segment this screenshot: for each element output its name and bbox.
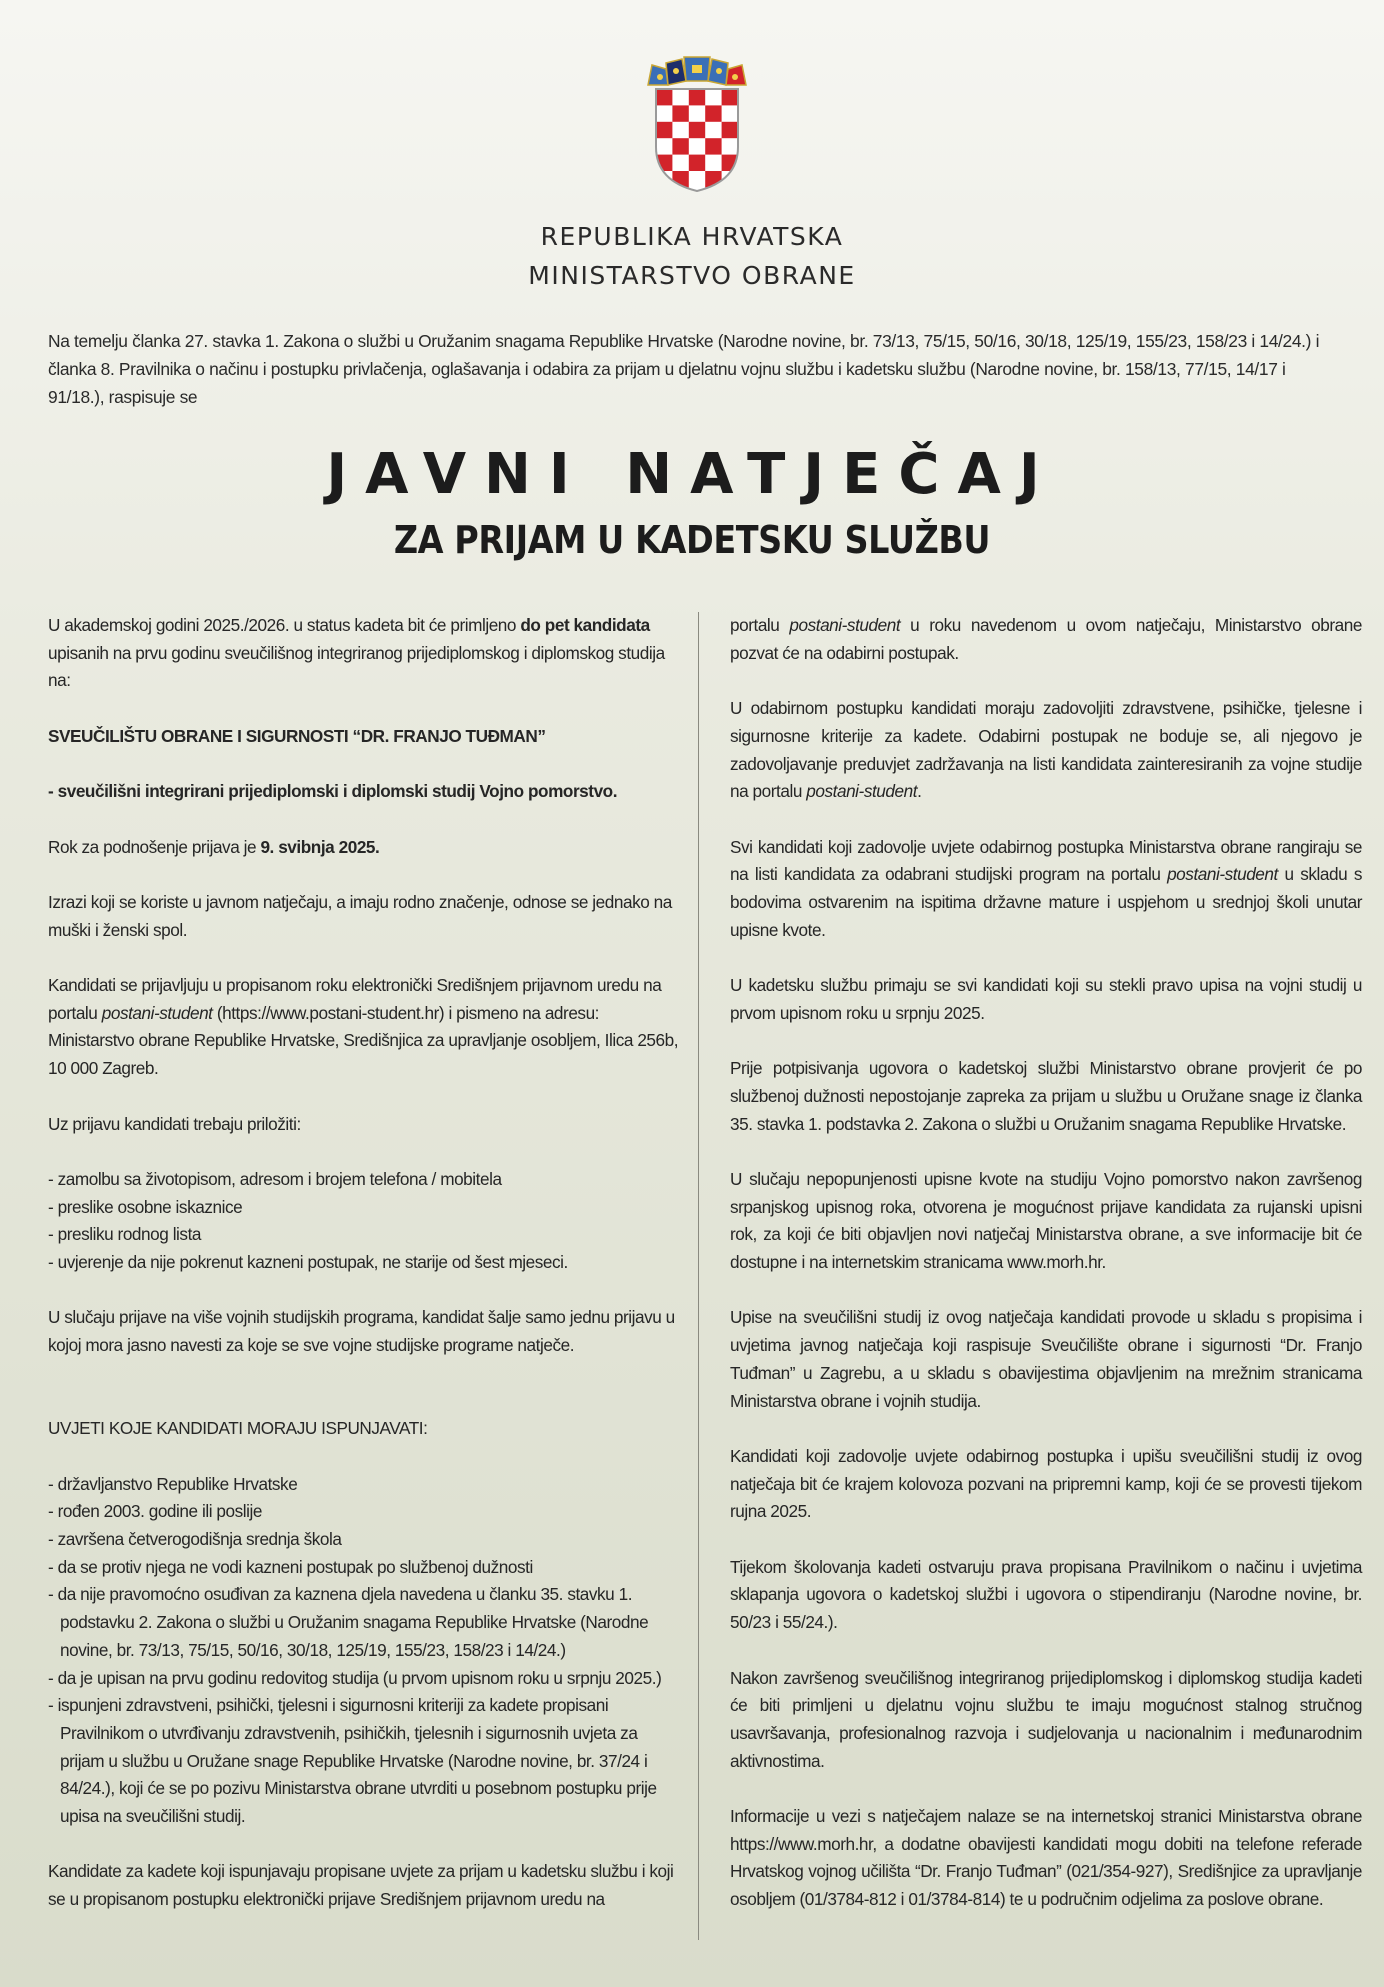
list-item: - zamolbu sa životopisom, adresom i brojem telefona / mobitela	[48, 1168, 502, 1189]
document-title: JAVNI NATJEČAJ	[326, 442, 1058, 507]
right-column	[730, 612, 1362, 1942]
deadline-paragraph: Rok za podnošenje prijava je 9. svibnja 2025.	[48, 836, 380, 857]
candidates-paragraph: Kandidate za kadete koji ispunjavaju propisane uvjete za prijam u kadetsku službu i koji se u propisanom postupku elektronički prijave Središnjem prijavnom uredu na	[48, 1861, 674, 1910]
attachments-list	[48, 1166, 680, 1277]
intro-paragraph: Na temelju članka 27. stavka 1. Zakona o službi u Oružanim snagama Republike Hrvatske (Narodne novine, br. 73/13, 75/15, 50/16, 30/18, 125/19, 155/23, 158/23 i 14/24.) i članka 8. Pravilnika o načinu i postupku privlačenja, oglašavanja i odabira za prijam u djelatnu vojnu službu i kadetsku službu (Narodne novine, br. 158/13, 77/15, 14/17 i 91/18.), raspisuje se	[48, 331, 1320, 407]
list-item: - da se protiv njega ne vodi kazneni postupak po službenoj dužnosti	[48, 1556, 533, 1577]
list-item: - završena četverogodišnja srednja škola	[48, 1529, 342, 1550]
ranking-paragraph: Svi kandidati koji zadovolje uvjete odabirnog postupka Ministarstva obrane rangiraju se na listi kandidata za odabrani studijski program na portalu postani-student u skladu s bodovima ostvarenim na ispitima državne mature i uspjehom u srednjoj školi unutar upisne kvote.	[730, 836, 1362, 940]
list-item: - presliku rodnog lista	[48, 1224, 202, 1245]
left-column	[48, 612, 680, 1942]
conditions-heading: UVJETI KOJE KANDIDATI MORAJU ISPUNJAVATI:	[48, 1418, 428, 1439]
header-republic: REPUBLIKA HRVATSKA	[540, 222, 844, 251]
contract-check-paragraph: Prije potpisivanja ugovora o kadetskoj službi Ministarstvo obrane provjerit će po službenoj dužnosti nepostojanje zapreka za prijam u službu u Oružane snage iz članka 35. stavka 1. podstavka 2. Zakona o službi u Oružanim snagama Republike Hrvatske.	[730, 1058, 1362, 1134]
application-paragraph: Kandidati se prijavljuju u propisanom roku elektronički Središnjem prijavnom uredu na portalu postani-student (https://www.postani-student.hr) i pismeno na adresu: Ministarstvo obrane Republike Hrvatske, Središnjica za upravljanje osobljem, Ilica 256b, 10 000 Zagreb.	[48, 975, 679, 1079]
university-name: SVEUČILIŠTU OBRANE I SIGURNOSTI “DR. FRANJO TUĐMAN”	[48, 725, 546, 746]
conditions-list	[48, 1471, 680, 1831]
contact-paragraph: Informacije u vezi s natječajem nalaze se na internetskoj stranici Ministarstva obrane https://www.morh.hr, a dodatne obavijesti kandidati mogu dobiti na telefone referade Hrvatskog vojnog učilišta “Dr. Franjo Tuđman” (021/354-927), Središnjice za upravljanje osobljem (01/3784-812 i 01/3784-814) te u područnim odjelima za poslove obrane.	[730, 1806, 1362, 1910]
crest-crown	[648, 57, 746, 85]
selection-invite-paragraph: portalu postani-student u roku navedenom u ovom natječaju, Ministarstvo obrane pozvat će na odabirni postupak.	[730, 615, 1363, 663]
list-item: - uvjerenje da nije pokrenut kazneni postupak, ne starije od šest mjeseci.	[48, 1252, 568, 1273]
rights-paragraph: Tijekom školovanja kadeti ostvaruju prava propisana Pravilnikom o načinu i uvjetima sklapanja ugovora o kadetskoj službi i ugovora o stipendiranju (Narodne novine, br. 50/23 i 55/24.).	[730, 1556, 1362, 1633]
document-subtitle: ZA PRIJAM U KADETSKU SLUŽBU	[393, 518, 991, 562]
list-item: - preslike osobne iskaznice	[48, 1196, 243, 1217]
gender-note: Izrazi koji se koriste u javnom natječaju, a imaju rodno značenje, odnose se jednako na muški i ženski spol.	[48, 891, 672, 940]
list-item: - državljanstvo Republike Hrvatske	[48, 1473, 298, 1494]
column-divider	[698, 612, 699, 1940]
camp-paragraph: Kandidati koji zadovolje uvjete odabirnog postupka i upišu sveučilišni studij iz ovog natječaja bit će krajem kolovoza pozvani na pripremni kamp, koji će se provesti tijekom rujna 2025.	[730, 1445, 1362, 1522]
career-paragraph: Nakon završenog sveučilišnog integriranog prijediplomskog i diplomskog studija kadeti će biti primljeni u djelatnu vojnu službu te imaju mogućnost stalnog stručnog usavršavanja, profesionalnog razvoja i sudjelovanja u nacionalnim i međunarodnim aktivnostima.	[730, 1667, 1362, 1771]
admission-rule-paragraph: U kadetsku službu primaju se svi kandidati koji su stekli pravo upisa na vojni studij u prvom upisnom roku u srpnju 2025.	[730, 975, 1362, 1023]
list-item: - ispunjeni zdravstveni, psihički, tjelesni i sigurnosni kriteriji za kadete propisani Pravilnikom o utvrđivanju zdravstvenih, psihičkih, tjelesnih i sigurnosnih uvjeta za prijam u službu u Oružane snage Republike Hrvatske (Narodne novine, br. 37/24 i 84/24.), koji će se po pozivu Ministarstva obrane utvrditi u posebnom postupku prije upisa na sveučilišni studij.	[48, 1695, 657, 1827]
header-ministry: MINISTARSTVO OBRANE	[528, 261, 856, 290]
study-program: - sveučilišni integrirani prijediplomski i diplomski studij Vojno pomorstvo.	[48, 781, 618, 802]
list-item: - da nije pravomoćno osuđivan za kaznena djela navedena u članku 35. stavku 1. podstavku 2. Zakona o službi u Oružanim snagama Republike Hrvatske (Narodne novine, br. 73/13, 75/15, 50/16, 30/18, 125/19, 155/23, 158/23 i 14/24.)	[48, 1584, 649, 1660]
quota-paragraph: U slučaju nepopunjenosti upisne kvote na studiju Vojno pomorstvo nakon završenog srpanjskog upisnog roka, otvorena je mogućnost prijave kandidata za rujanski upisni rok, za koji će biti objavljen novi natječaj Ministarstva obrane, a sve informacije bit će dostupne i na internetskim stranicama www.morh.hr.	[730, 1168, 1362, 1273]
list-item: - da je upisan na prvu godinu redovitog studija (u prvom upisnom roku u srpnju 2025.)	[48, 1667, 662, 1688]
selection-criteria-paragraph: U odabirnom postupku kandidati moraju zadovoljiti zdravstvene, psihičke, tjelesne i sigurnosne kriterije za kadete. Odabirni postupak ne boduje se, ali njegovo je zadovoljavanje preduvjet zadržavanja na listi kandidata zainteresiranih za vojne studije na portalu postani-student.	[730, 698, 1362, 802]
enrollment-paragraph: Upise na sveučilišni studij iz ovog natječaja kandidati provode u skladu s propisima i uvjetima javnog natječaja koji raspisuje Sveučilište obrane i sigurnosti “Dr. Franjo Tuđman” u Zagrebu, a u skladu s obavijestima objavljenim na mrežnim stranicama Ministarstva obrane i vojnih studija.	[730, 1307, 1362, 1411]
admission-paragraph: U akademskoj godini 2025./2026. u status kadeta bit će primljeno do pet kandidata upisanih na prvu godinu sveučilišnog integriranog prijediplomskog i diplomskog studija na:	[48, 615, 665, 691]
attachments-heading: Uz prijavu kandidati trebaju priložiti:	[48, 1113, 301, 1134]
multiple-programs-note: U slučaju prijave na više vojnih studijskih programa, kandidat šalje samo jednu prijavu u kojoj mora jasno navesti za koje se sve vojne studijske programe natječe.	[48, 1307, 675, 1356]
coat-of-arms-emblem	[642, 55, 752, 195]
list-item: - rođen 2003. godine ili poslije	[48, 1501, 262, 1522]
